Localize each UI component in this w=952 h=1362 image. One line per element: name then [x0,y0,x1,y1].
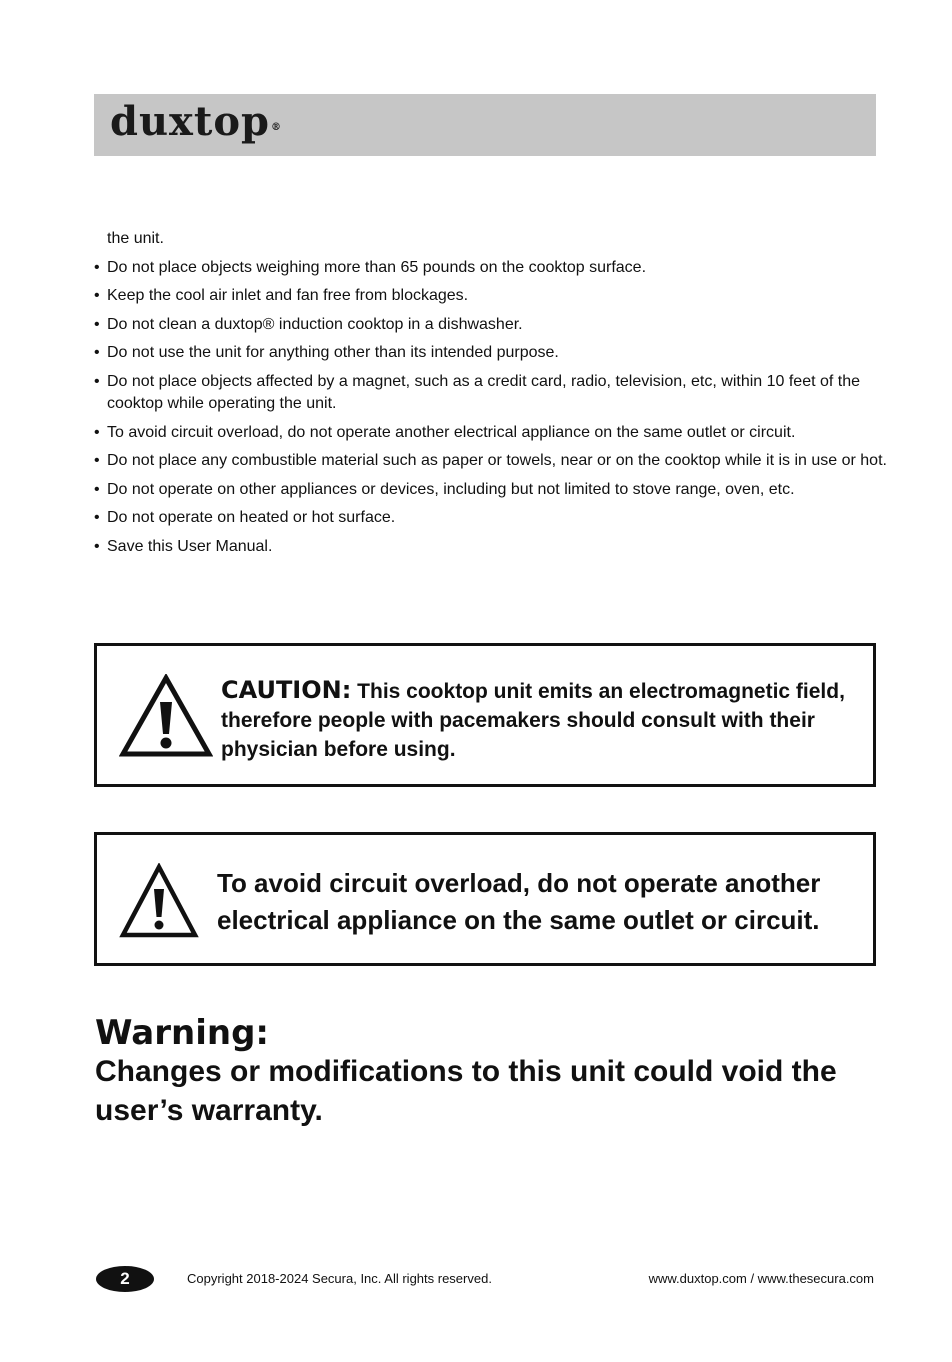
list-item [94,371,894,415]
bullet-dot: • [94,537,100,555]
list-item-text: Do not place any combustible material such as paper or towels, near or on the cooktop while it is in use or hot. [107,452,887,470]
warning-triangle-icon [119,863,199,939]
list-item [94,479,894,501]
bullet-dot: • [94,509,100,527]
header-bar [94,94,876,156]
bullet-dot: • [94,344,100,362]
copyright-text: Copyright 2018-2024 Secura, Inc. All rights reserved. [187,1271,492,1286]
list-item-continuation [94,228,894,250]
overload-box [94,832,876,966]
warning-body: Changes or modifications to this unit could void the user’s warranty. [95,1055,837,1127]
warning-title: Warning: [95,1013,270,1053]
list-item [94,314,894,336]
logo-text: duxtop [110,98,271,145]
bullet-dot: • [94,372,100,390]
bullet-dot: • [94,258,100,276]
overload-message: To avoid circuit overload, do not operate another electrical appliance on the same outlet or circuit. [217,868,821,935]
list-item [94,422,894,444]
list-item-text: Save this User Manual. [107,537,273,555]
caution-box [94,643,876,787]
list-item-text: To avoid circuit overload, do not operate another electrical appliance on the same outlet or circuit. [107,423,796,441]
logo-registered-mark: ® [271,122,283,133]
bullet-dot: • [94,480,100,498]
brand-logo [110,98,282,146]
list-item-text: Do not use the unit for anything other than its intended purpose. [107,344,559,362]
list-item-text: Do not clean a duxtop® induction cooktop in a dishwasher. [107,315,523,333]
bullet-dot: • [94,287,100,305]
list-item-text: Do not operate on other appliances or devices, including but not limited to stove range, oven, etc. [107,480,795,498]
bullet-dot: • [94,315,100,333]
caution-label: CAUTION: [221,676,352,704]
website-text: www.duxtop.com / www.thesecura.com [648,1271,874,1286]
list-item [94,257,894,279]
list-item [94,507,894,529]
list-item-text: the unit. [107,230,164,247]
list-item [94,285,894,307]
bullet-dot: • [94,423,100,441]
page-number-badge: 2 [96,1266,154,1292]
list-item-text: Do not place objects weighing more than 65 pounds on the cooktop surface. [107,258,647,276]
list-item [94,536,894,558]
list-item-text: Keep the cool air inlet and fan free from blockages. [107,287,469,305]
list-item [94,450,894,472]
list-item-text: Do not place objects affected by a magnet, such as a credit card, radio, television, etc, within 10 feet of the cooktop while operating the unit. [107,372,861,412]
warning-triangle-icon [119,674,213,758]
list-item-text: Do not operate on heated or hot surface. [107,509,396,527]
caution-message [221,676,861,764]
list-item [94,342,894,364]
bullet-dot: • [94,452,100,470]
safety-bullet-list [94,228,894,565]
caution-text: This cooktop unit emits an electromagnetic field, therefore people with pacemakers should consult with their physician before using. [221,680,845,761]
